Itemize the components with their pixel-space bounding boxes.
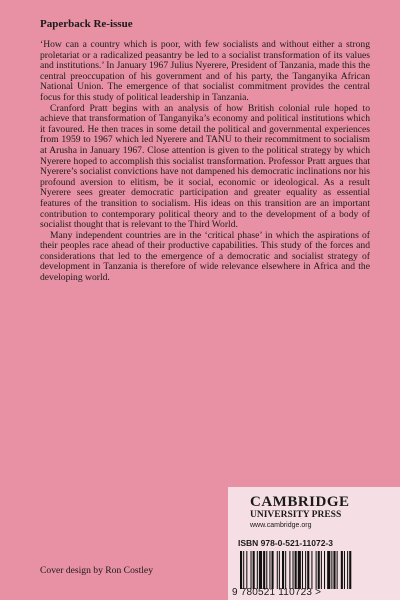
publisher-box xyxy=(228,487,400,600)
blurb-paragraph: ‘How can a country which is poor, with few socialists and without either a strong proletariat or a radicalized peasantry be led to a socialist transformation of its values and institutions.’ In January 1967 Julius Nyerere, President of Tanzania, made this the central preoccupation of his government and of his party, the Tanganyika African National Union. The emergence of that socialist commitment provides the central focus for this study of political leadership in Tanzania. xyxy=(40,39,370,103)
publisher-name: CAMBRIDGE xyxy=(250,494,350,510)
blurb-paragraph: Many independent countries are in the ‘critical phase’ in which the aspirations of their peoples race ahead of their productive capabilities. This study of the forces and considerations that led to the emergence of a democratic and socialist strategy of development in Tanzania is therefore of wide relevance elsewhere in Africa and the developing world. xyxy=(40,229,370,284)
blurb-paragraph: Cranford Pratt begins with an analysis of how British colonial rule hoped to achieve that transformation of Tanganyika’s economy and political institutions which it favoured. He then traces in some detail the political and governmental experiences from 1959 to 1967 which led Nyerere and TANU to their recommitment to socialism at Arusha in January 1967. Close attention is given to the political strategy by which Nyerere hoped to accomplish this socialist transformation. Professor Pratt argues that Nyerere’s socialist convictions have not dampened his democratic inclinations nor his profound aversion to elitism, be it social, economic or ideological. As a result Nyerere sees greater democratic participation and greater equality as essential features of the transition to socialism. His ideas on this transition are an important contribution to contemporary political theory and to the development of a body of socialist thought that is relevant to the Third World. xyxy=(40,102,370,231)
cover-heading: Paperback Re-issue xyxy=(40,18,133,30)
publisher-url: www.cambridge.org xyxy=(250,522,312,529)
cover-design-credit: Cover design by Ron Costley xyxy=(40,565,153,576)
isbn-label: ISBN 978-0-521-11072-3 xyxy=(238,538,333,548)
barcode-icon xyxy=(240,551,384,589)
publisher-subtitle: UNIVERSITY PRESS xyxy=(250,510,342,520)
barcode-digits: 9 780521 110723 > xyxy=(232,587,322,598)
blurb xyxy=(40,40,370,284)
